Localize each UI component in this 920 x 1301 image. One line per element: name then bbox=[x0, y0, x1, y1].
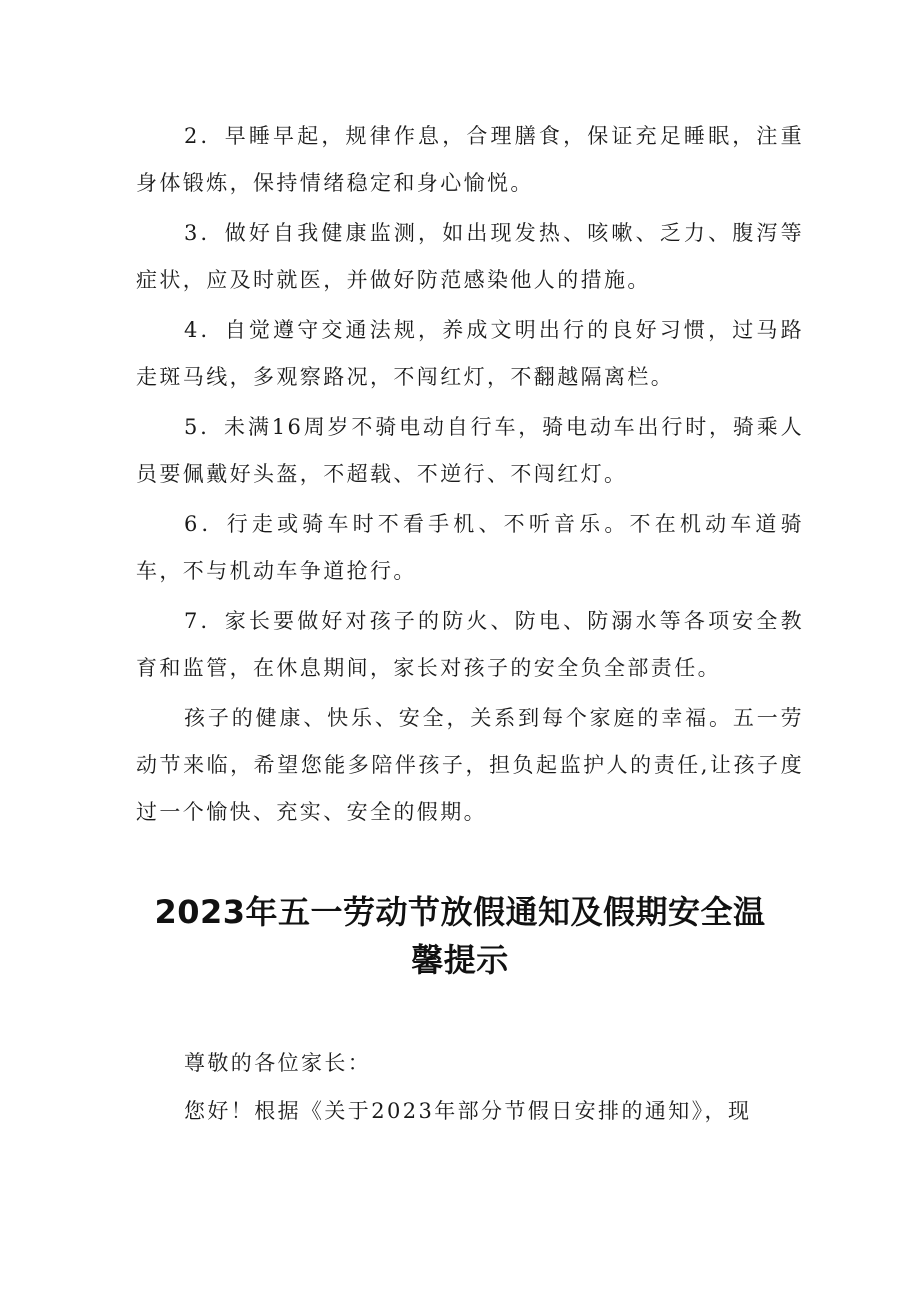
item-3: 3．做好自我健康监测，如出现发热、咳嗽、乏力、腹泻等症状，应及时就医，并做好防范感染他人的措施。 bbox=[136, 221, 804, 292]
item-4: 4．自觉遵守交通法规，养成文明出行的良好习惯，过马路走斑马线，多观察路况，不闯红灯，不翻越隔离栏。 bbox=[136, 318, 804, 389]
title-line-2: 馨提示 bbox=[411, 941, 509, 979]
intro-paragraph: 您好！根据《关于2023年部分节假日安排的通知》，现 bbox=[184, 1099, 752, 1123]
item-5: 5．未满16周岁不骑电动自行车，骑电动车出行时，骑乘人员要佩戴好头盔，不超载、不逆行、不闯红灯。 bbox=[136, 415, 804, 486]
notice-title bbox=[130, 888, 790, 984]
item-2: 2．早睡早起，规律作息，合理膳食，保证充足睡眠，注重身体锻炼，保持情绪稳定和身心愉悦。 bbox=[136, 124, 804, 195]
item-7: 7．家长要做好对孩子的防火、防电、防溺水等各项安全教育和监管，在休息期间，家长对孩子的安全负全部责任。 bbox=[136, 609, 804, 680]
closing-paragraph: 孩子的健康、快乐、安全，关系到每个家庭的幸福。五一劳动节来临，希望您能多陪伴孩子，担负起监护人的责任,让孩子度过一个愉快、充实、安全的假期。 bbox=[136, 706, 804, 824]
title-line-1: 2023年五一劳动节放假通知及假期安全温 bbox=[154, 893, 766, 931]
item-6: 6．行走或骑车时不看手机、不听音乐。不在机动车道骑车，不与机动车争道抢行。 bbox=[136, 512, 804, 583]
greeting: 尊敬的各位家长： bbox=[184, 1051, 372, 1075]
